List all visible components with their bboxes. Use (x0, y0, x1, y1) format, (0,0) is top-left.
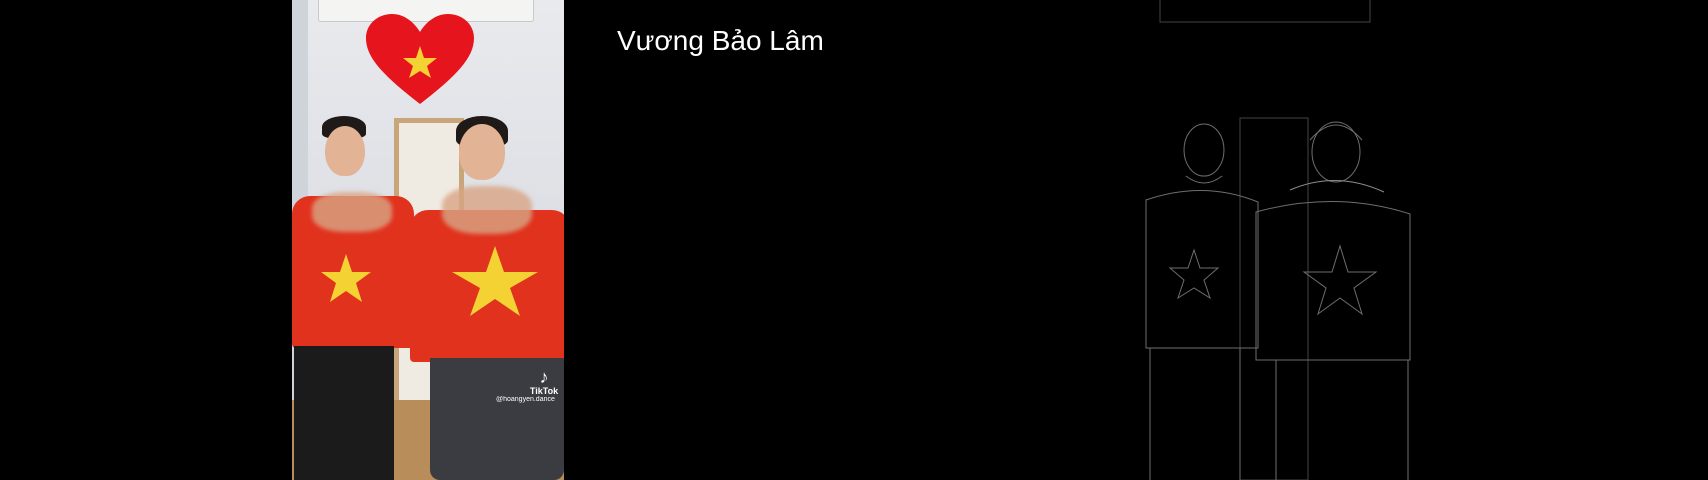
edge-detection-frame (1140, 0, 1420, 480)
video-title: Vương Bảo Lâm (617, 25, 824, 56)
tiktok-brand-label: TikTok (529, 386, 559, 396)
dance-video-frame (292, 0, 564, 480)
tiktok-watermark (524, 368, 564, 397)
tiktok-handle: @hoangyen.dance (496, 396, 555, 403)
heart-star-icon (364, 14, 476, 106)
tiktok-logo-icon: ♪ (539, 367, 549, 387)
